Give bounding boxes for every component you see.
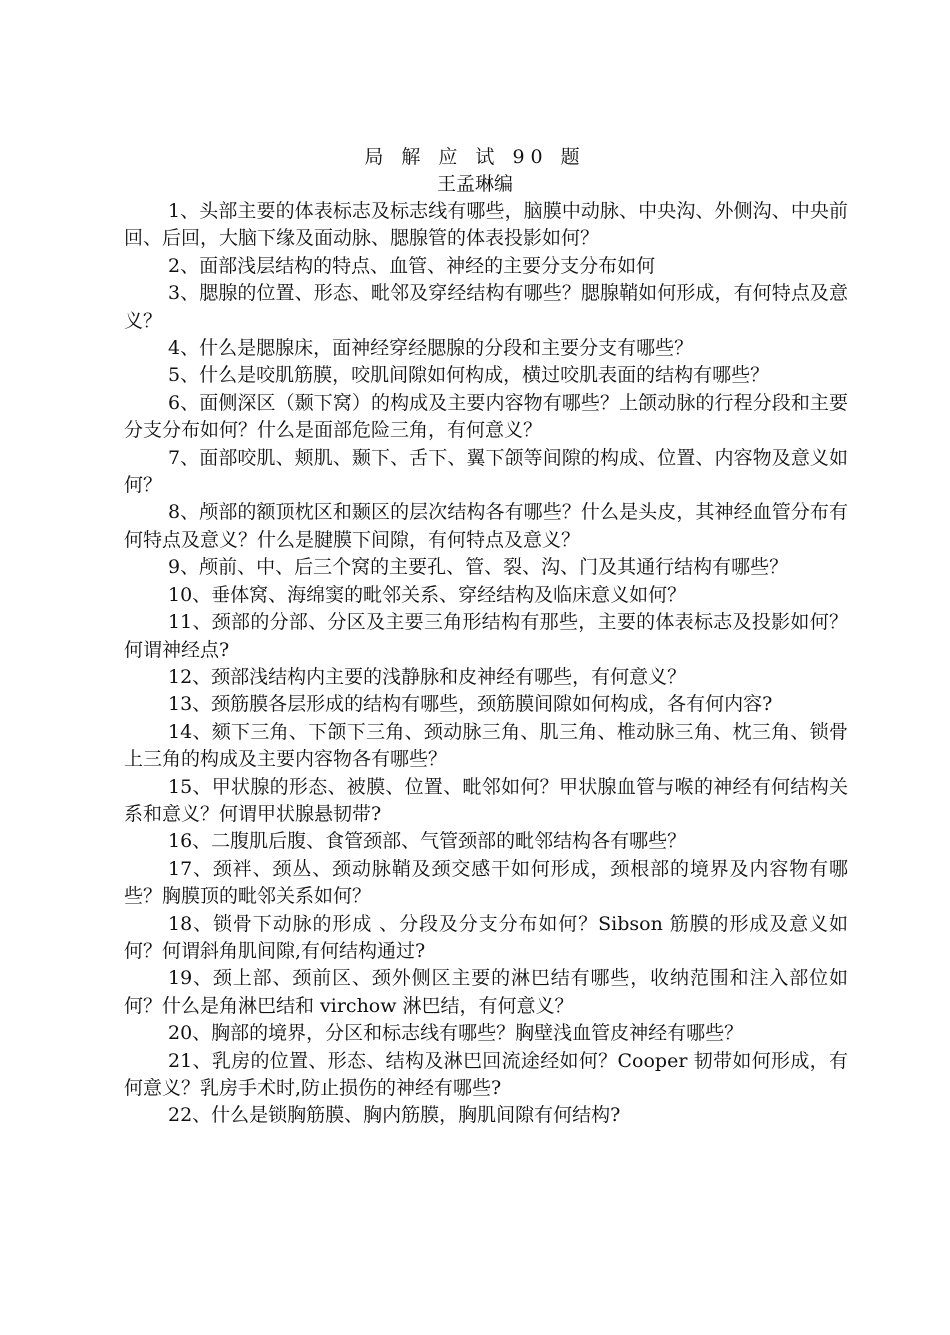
question-item: 1、头部主要的体表标志及标志线有哪些，脑膜中动脉、中央沟、外侧沟、中央前回、后回，大脑下缘及面动脉、腮腺管的体表投影如何？ <box>124 200 848 250</box>
question-item: 3、腮腺的位置、形态、毗邻及穿经结构有哪些？腮腺鞘如何形成，有何特点及意义？ <box>124 282 848 332</box>
question-item: 5、什么是咬肌筋膜，咬肌间隙如何构成，横过咬肌表面的结构有哪些？ <box>168 364 770 387</box>
document-author: 王孟琳编 <box>436 173 513 195</box>
question-item: 14、颏下三角、下颌下三角、颈动脉三角、肌三角、椎动脉三角、枕三角、锁骨上三角的构成及主要内容物各有哪些？ <box>124 720 848 771</box>
question-item: 11、颈部的分部、分区及主要三角形结构有那些，主要的体表标志及投影如何？何谓神经点? <box>124 611 848 661</box>
question-item: 7、面部咬肌、颊肌、颞下、舌下、翼下颌等间隙的构成、位置、内容物及意义如何？ <box>124 446 848 497</box>
question-item: 4、什么是腮腺床，面神经穿经腮腺的分段和主要分支有哪些？ <box>168 337 694 360</box>
question-item: 9、颅前、中、后三个窝的主要孔、管、裂、沟、门及其通行结构有哪些？ <box>168 556 789 579</box>
question-item: 2、面部浅层结构的特点、血管、神经的主要分支分布如何 <box>168 254 656 277</box>
question-item: 10、垂体窝、海绵窦的毗邻关系、穿经结构及临床意义如何？ <box>168 583 687 606</box>
question-item: 6、面侧深区（颞下窝）的构成及主要内容物有哪些？上颌动脉的行程分段和主要分支分布如何？什么是面部危险三角，有何意义？ <box>124 391 848 442</box>
question-item: 8、颅部的额顶枕区和颞区的层次结构各有哪些？什么是头皮，其神经血管分布有何特点及意义？什么是腱膜下间隙，有何特点及意义？ <box>124 501 848 551</box>
question-item: 12、颈部浅结构内主要的浅静脉和皮神经有哪些，有何意义？ <box>168 665 687 688</box>
question-item: 17、颈袢、颈丛、颈动脉鞘及颈交感干如何形成，颈根部的境界及内容物有哪些？胸膜顶的毗邻关系如何？ <box>124 857 848 908</box>
question-item: 21、乳房的位置、形态、结构及淋巴回流途经如何？Cooper 韧带如何形成，有何意义？乳房手术时,防止损伤的神经有哪些? <box>124 1049 848 1099</box>
question-list <box>124 198 848 1130</box>
question-item: 20、胸部的境界，分区和标志线有哪些？胸壁浅血管皮神经有哪些？ <box>168 1022 744 1045</box>
question-item: 16、二腹肌后腹、食管颈部、气管颈部的毗邻结构各有哪些？ <box>168 830 687 853</box>
question-item: 15、甲状腺的形态、被膜、位置、毗邻如何？甲状腺血管与喉的神经有何结构关系和意义？何谓甲状腺悬韧带? <box>124 775 848 825</box>
document-title: 局 解 应 试 90 题 <box>364 146 586 168</box>
question-item: 18、锁骨下动脉的形成 、分段及分支分布如何？Sibson 筋膜的形成及意义如何？何谓斜角肌间隙,有何结构通过? <box>124 912 848 962</box>
question-item: 19、颈上部、颈前区、颈外侧区主要的淋巴结有哪些，收纳范围和注入部位如何？什么是角淋巴结和 virchow 淋巴结，有何意义？ <box>124 967 848 1017</box>
question-item: 13、颈筋膜各层形成的结构有哪些，颈筋膜间隙如何构成，各有何内容? <box>168 693 773 716</box>
question-item: 22、什么是锁胸筋膜、胸内筋膜，胸肌间隙有何结构? <box>168 1104 621 1127</box>
